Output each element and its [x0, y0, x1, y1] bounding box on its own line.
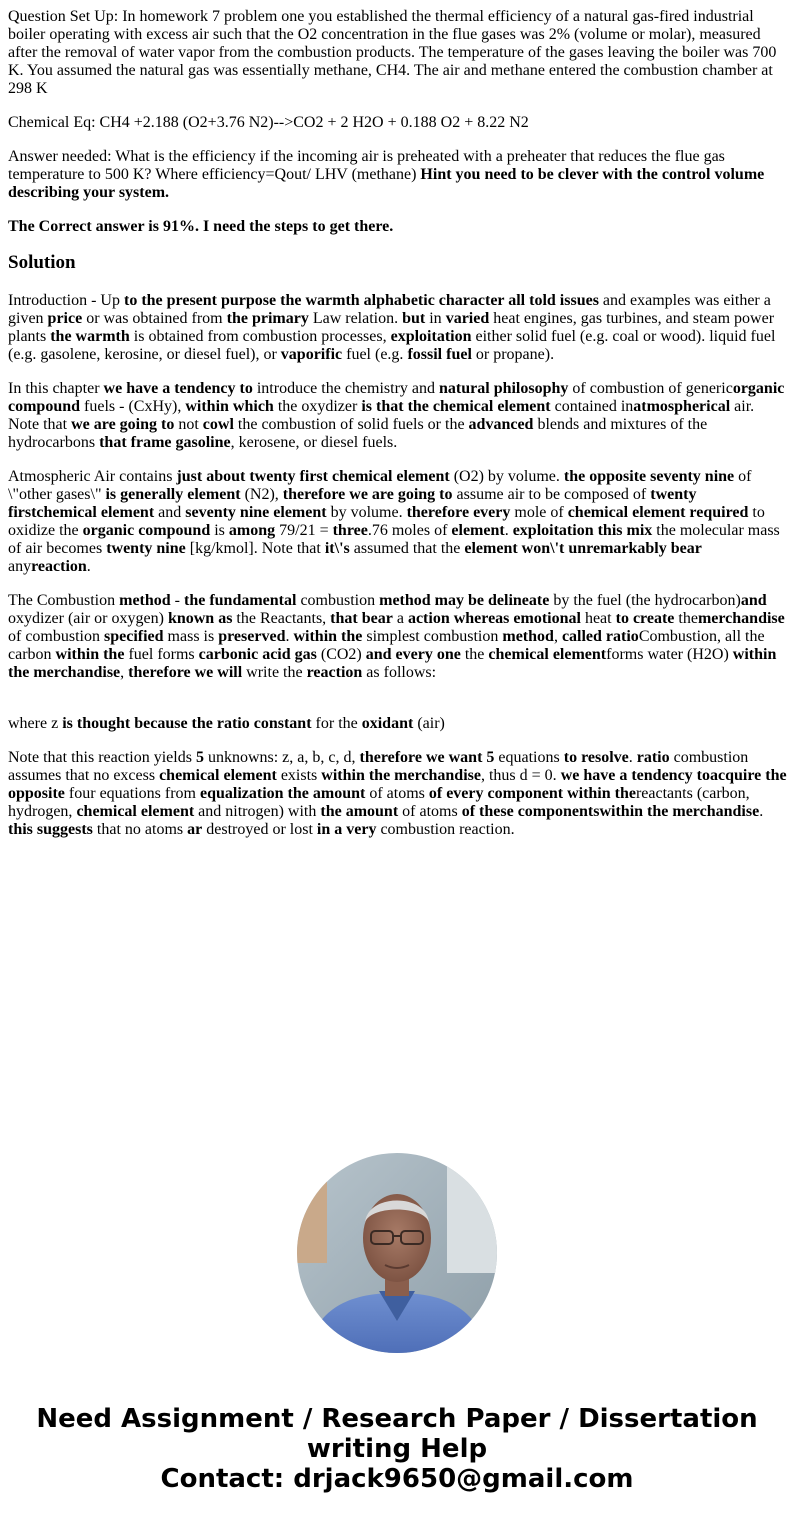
- body-text: [kg/kmol]. Note that: [185, 540, 325, 557]
- bold-text: therefore we want 5: [359, 749, 495, 766]
- bold-text: and: [740, 592, 767, 609]
- body-text: or was obtained from: [82, 310, 227, 327]
- bold-text: natural philosophy: [439, 380, 569, 397]
- bold-text: chemical element: [76, 803, 195, 820]
- body-text: reactants (carbon, hydrogen,: [8, 785, 750, 820]
- bold-text: we are going to: [71, 416, 175, 433]
- bold-text: price: [47, 310, 83, 327]
- body-text: (O2) by volume.: [449, 468, 564, 485]
- bold-text: therefore we are going to: [282, 486, 453, 503]
- body-text: Combustion, all the carbon: [8, 628, 765, 663]
- body-text: (N2),: [240, 486, 283, 503]
- body-text: in: [425, 310, 446, 327]
- bold-text: vaporific: [280, 346, 343, 363]
- body-text: by volume.: [326, 504, 407, 521]
- body-text: fuel (e.g.: [342, 346, 408, 363]
- bold-text: ratio: [636, 749, 670, 766]
- body-text: heat: [580, 610, 616, 627]
- bold-text: the warmth: [50, 328, 130, 345]
- bold-text: element won\'t unremarkably bear: [464, 540, 702, 557]
- body-text: either solid fuel (e.g. coal or wood). liquid fuel (e.g. gasolene, kerosine, or diesel fuel), or: [8, 328, 776, 363]
- body-text: the molecular mass of air becomes: [8, 522, 780, 557]
- chemical-equation: Chemical Eq: CH4 +2.188 (O2+3.76 N2)-->CO2 + 2 H2O + 0.188 O2 + 8.22 N2: [8, 114, 529, 131]
- bold-text: exploitation: [390, 328, 472, 345]
- body-text: .: [86, 558, 91, 575]
- bold-text: seventy nine element: [185, 504, 327, 521]
- bold-text: of these componentswithin the merchandise: [461, 803, 760, 820]
- bold-text: is generally element: [105, 486, 241, 503]
- bold-text: the fundamental: [184, 592, 297, 609]
- body-text: introduce the chemistry and: [252, 380, 440, 397]
- body-text: fuel forms: [124, 646, 199, 663]
- body-text: 79/21 =: [275, 522, 333, 539]
- bold-text: twenty nine: [106, 540, 186, 557]
- body-text: contained in: [550, 398, 634, 415]
- bold-text: within the merchandise: [321, 767, 481, 784]
- footer-line-2: writing Help: [306, 1434, 488, 1464]
- bold-text: it\'s: [324, 540, 350, 557]
- bold-text: twenty firstchemical element: [8, 486, 697, 521]
- body-text: .: [285, 628, 294, 645]
- bold-text: chemical element required: [567, 504, 749, 521]
- body-text: Introduction - Up: [8, 292, 124, 309]
- bold-text: method: [502, 628, 554, 645]
- bold-text: chemical element: [488, 646, 607, 663]
- body-text: mass is: [163, 628, 219, 645]
- solution-paragraph: [8, 715, 788, 733]
- bold-text: ar: [187, 821, 203, 838]
- body-text: and: [154, 504, 186, 521]
- body-text: assume air to be composed of: [452, 486, 651, 503]
- body-text: the oxydizer: [273, 398, 362, 415]
- bold-text: equalization the amount: [199, 785, 366, 802]
- bold-text: of every component within the: [428, 785, 636, 802]
- bold-text: within the: [293, 628, 363, 645]
- body-text: and examples was either a given: [8, 292, 771, 327]
- body-text: forms water (H2O): [606, 646, 733, 663]
- solution-paragraph: [8, 468, 788, 576]
- bold-text: is that the chemical element: [361, 398, 551, 415]
- bold-text: organic compound: [8, 380, 785, 415]
- body-text: .: [628, 749, 637, 766]
- footer-banner: [0, 1404, 794, 1494]
- body-text: .: [504, 522, 513, 539]
- body-text: the: [674, 610, 698, 627]
- body-text: combustion reaction.: [376, 821, 515, 838]
- body-text: .: [759, 803, 764, 820]
- body-text: The Combustion: [8, 592, 120, 609]
- bold-text: to resolve: [563, 749, 629, 766]
- bold-text: preserved: [218, 628, 286, 645]
- bold-text: to the present purpose the warmth alphabetic character all told issues: [123, 292, 599, 309]
- correct-answer: [8, 218, 788, 236]
- body-text: Note that this reaction yields: [8, 749, 196, 766]
- body-text: four equations from: [64, 785, 200, 802]
- author-photo: [297, 1153, 497, 1353]
- answer-needed-text: Answer needed: What is the efficiency if the incoming air is preheated with a preheater that reduces the flue gas temperature to 500 K? Where efficiency=Qout/ LHV (methane): [8, 148, 725, 183]
- bold-text: within which: [185, 398, 274, 415]
- body-text: ,: [120, 664, 129, 681]
- bold-text: the primary: [226, 310, 309, 327]
- body-text: for the: [311, 715, 362, 732]
- solution-paragraph: [8, 292, 788, 364]
- body-text: exists: [276, 767, 322, 784]
- body-text: of combustion of generic: [568, 380, 733, 397]
- body-text: a: [392, 610, 408, 627]
- footer-contact: Contact: drjack9650@gmail.com: [160, 1464, 634, 1494]
- bold-text: method: [119, 592, 171, 609]
- footer-line-1: Need Assignment / Research Paper / Dissertation: [36, 1404, 758, 1434]
- bold-text: just about twenty first chemical element: [176, 468, 450, 485]
- bold-text: this suggests: [8, 821, 93, 838]
- body-text: as follows:: [362, 664, 437, 681]
- solution-paragraph: [8, 592, 788, 682]
- solution-paragraph: [8, 380, 788, 452]
- bold-text: therefore we will: [128, 664, 243, 681]
- answer-needed: [8, 148, 788, 202]
- body-text: blends and mixtures of the hydrocarbons: [8, 416, 708, 451]
- body-text: ,: [553, 628, 562, 645]
- body-text: Atmospheric Air contains: [8, 468, 177, 485]
- bold-text: method may be delineate: [379, 592, 550, 609]
- author-photo-image: [297, 1153, 497, 1353]
- bold-text: reaction: [31, 558, 87, 575]
- bold-text: 5: [195, 749, 204, 766]
- body-text: fuels - (CxHy),: [80, 398, 186, 415]
- body-text: of atoms: [398, 803, 462, 820]
- body-text: Law relation.: [308, 310, 403, 327]
- bold-text: element: [451, 522, 505, 539]
- bold-text: called ratio: [561, 628, 639, 645]
- bold-text: within the: [55, 646, 125, 663]
- body-text: -: [170, 592, 184, 609]
- body-text: the combustion of solid fuels or the: [233, 416, 469, 433]
- body-text: heat engines, gas turbines, and steam power plants: [8, 310, 775, 345]
- bold-text: atmospherical: [633, 398, 731, 415]
- body-text: the: [460, 646, 489, 663]
- body-text: mole of: [510, 504, 568, 521]
- body-text: (CO2): [316, 646, 366, 663]
- bold-text: that frame gasoline: [99, 434, 231, 451]
- bold-text: advanced: [468, 416, 534, 433]
- body-text: air. Note that: [8, 398, 755, 433]
- body-text: combustion assumes that no excess: [8, 749, 749, 784]
- bold-text: the amount: [320, 803, 399, 820]
- bold-text: to create: [615, 610, 675, 627]
- bold-text: oxidant: [361, 715, 414, 732]
- body-text: that no atoms: [92, 821, 188, 838]
- body-text: In this chapter: [8, 380, 104, 397]
- hint-text: Hint you need to be clever with the control volume describing your system.: [8, 166, 765, 201]
- body-text: write the: [242, 664, 307, 681]
- body-text: and nitrogen) with: [194, 803, 321, 820]
- equation-placeholder: [8, 698, 788, 715]
- body-text: any: [8, 558, 32, 575]
- body-text: , kerosene, or diesel fuels.: [230, 434, 398, 451]
- bold-text: three: [332, 522, 368, 539]
- body-text: equations: [494, 749, 564, 766]
- bold-text: merchandise: [697, 610, 785, 627]
- bold-text: cowl: [202, 416, 234, 433]
- bold-text: we have a tendency toacquire the opposite: [8, 767, 787, 802]
- bold-text: specified: [104, 628, 164, 645]
- body-text: is obtained from combustion processes,: [129, 328, 391, 345]
- body-text: (air): [413, 715, 445, 732]
- bold-text: and every one: [365, 646, 461, 663]
- body-text: oxydizer (air or oxygen): [8, 610, 168, 627]
- body-text: by the fuel (the hydrocarbon): [549, 592, 741, 609]
- bold-text: varied: [445, 310, 490, 327]
- body-text: of atoms: [365, 785, 429, 802]
- bold-text: organic compound: [82, 522, 211, 539]
- body-text: is: [210, 522, 229, 539]
- body-text: of \"other gases\": [8, 468, 752, 503]
- document-body: [8, 8, 788, 855]
- body-text: or propane).: [471, 346, 555, 363]
- body-text: assumed that the: [349, 540, 465, 557]
- bold-text: carbonic acid gas: [198, 646, 317, 663]
- body-text: to oxidize the: [8, 504, 765, 539]
- body-text: not: [174, 416, 203, 433]
- body-text: destroyed or lost: [202, 821, 317, 838]
- bold-text: is thought because the ratio constant: [62, 715, 312, 732]
- body-text: where z: [8, 715, 63, 732]
- bold-text: we have a tendency to: [103, 380, 253, 397]
- bold-text: therefore every: [406, 504, 511, 521]
- bold-text: chemical element: [159, 767, 277, 784]
- body-text: the Reactants,: [232, 610, 331, 627]
- bold-text: known as: [167, 610, 233, 627]
- bold-text: among: [228, 522, 276, 539]
- body-text: simplest combustion: [362, 628, 503, 645]
- bold-text: reaction: [306, 664, 363, 681]
- body-text: combustion: [296, 592, 380, 609]
- body-text: , thus d = 0.: [480, 767, 561, 784]
- solution-paragraph: [8, 749, 788, 839]
- correct-answer-text: The Correct answer is 91%. I need the steps to get there.: [8, 218, 394, 235]
- bold-text: exploitation this mix: [512, 522, 653, 539]
- bold-text: fossil fuel: [407, 346, 472, 363]
- question-setup: Question Set Up: In homework 7 problem one you established the thermal efficiency of a natural gas-fired industrial boiler operating with excess air such that the O2 concentration in the flue gases was 2% (volume or molar), measured after the removal of water vapor from the combustion products. The temperature of the gases leaving the boiler was 700 K. You assumed the natural gas was essentially methane, CH4. The air and methane entered the combustion chamber at 298 K: [8, 8, 777, 97]
- bold-text: in a very: [316, 821, 377, 838]
- body-text: of combustion: [8, 628, 104, 645]
- bold-text: action whereas emotional: [407, 610, 581, 627]
- bold-text: but: [402, 310, 426, 327]
- bold-text: within the merchandise: [8, 646, 777, 681]
- body-text: .76 moles of: [367, 522, 452, 539]
- bold-text: that bear: [330, 610, 393, 627]
- solution-heading: Solution: [8, 252, 76, 273]
- bold-text: the opposite seventy nine: [563, 468, 735, 485]
- body-text: unknowns: z, a, b, c, d,: [203, 749, 360, 766]
